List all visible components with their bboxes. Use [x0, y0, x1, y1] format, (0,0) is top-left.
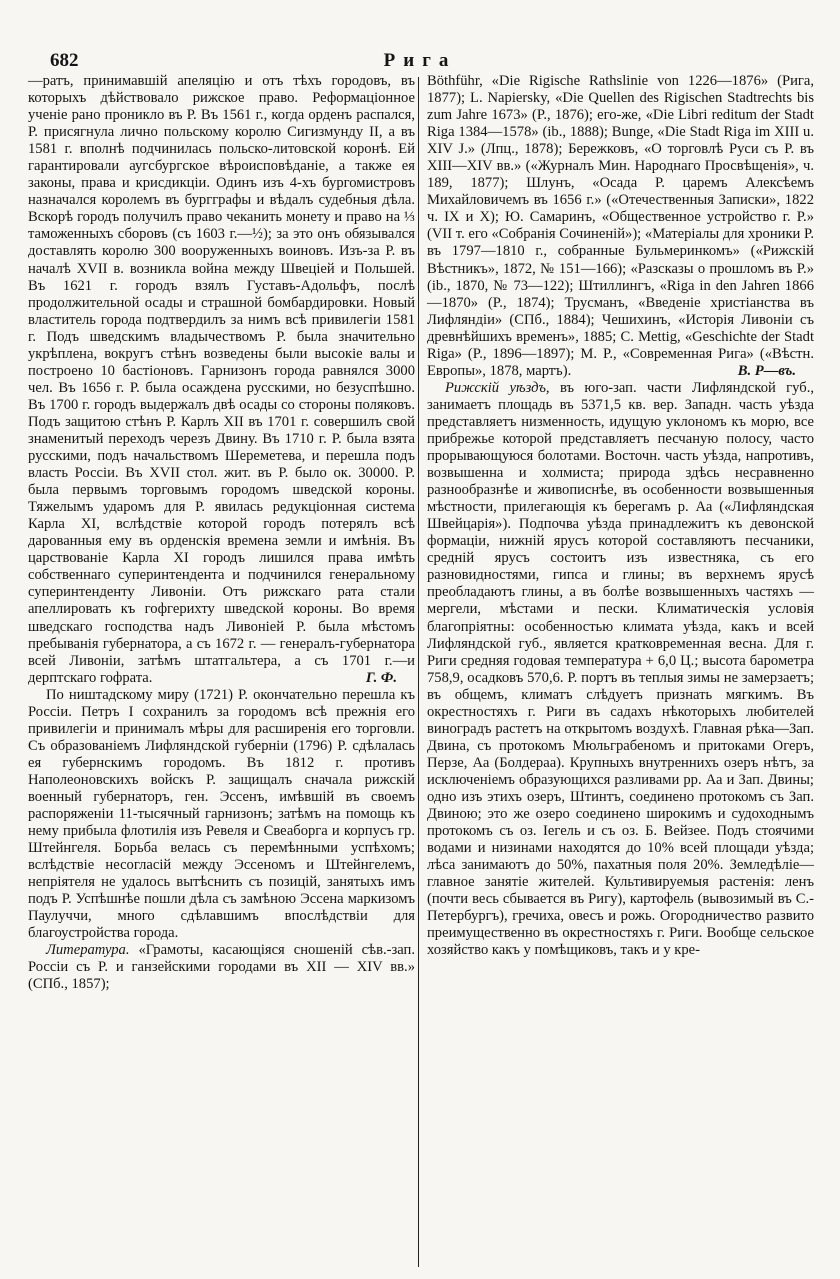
author-signature-2: В. Р—въ. [737, 362, 796, 379]
russian-period-paragraph: По ништадскому миру (1721) Р. окончательно перешла къ Россіи. Петръ I сохранилъ за городомъ всѣ прежнія его привилегіи и принималъ мѣры для расширенія его торговли. Съ образованіемъ Лифляндской губерніи (1796) Р. сдѣлалась ея губернскимъ городомъ. Въ 1812 г. противъ Наполеоновскихъ войскъ Р. защищалъ сначала рижскій военный губернаторъ, ген. Эссенъ, имѣвшій въ своемъ распоряженіи 11-тысячный гарнизонъ; затѣмъ на помощь къ нему прибыла флотилія изъ Ревеля и Свеаборга и корпусъ гр. Штейнгеля. Борьба велась съ перемѣнными успѣхомъ; вслѣдствіе несогласій между Эссеномъ и Штейнгелемъ, непріятеля не удалось вытѣснить съ позицій, занятыхъ имъ подъ Р. Успѣшнѣе пошли дѣла съ замѣною Эссена маркизомъ Паулуччи, много сдѣлавшимъ впослѣдствіи для благоустройства города. [28, 686, 415, 942]
left-column [28, 73, 415, 994]
uezd-label: Рижскій уѣздъ, [445, 379, 550, 396]
uezd-paragraph: Рижскій уѣздъ, въ юго-зап. части Лифляндской губ., занимаетъ площадь въ 5371,5 кв. вер. Западн. часть уѣзда представляетъ низменность, идущую уклономъ къ морю, все прибрежье которой представляетъ песчаную полосу, часто прорывающуюся болотами. Восточн. часть уѣзда, напротивъ, возвышенна и холмиста; природа здѣсь несравненно разнообразнѣе и живописнѣе, въ особенности возвышенныя мѣстности, прилегающія къ берегамъ р. Аа («Лифляндская Швейцарія»). Подпочва уѣзда принадлежитъ къ девонской формаціи, нижній ярусъ которой составляютъ песчаники, средній ярусъ состоитъ изъ известняка, съ его разновидностями, гипса и глины; въ верхнемъ ярусѣ преобладаютъ глины, а въ болѣе возвышенныхъ частяхъ —мергели, мѣстами и пески. Климатическія условія благопріятны: особенностью климата уѣзда, какъ и всей Лифляндской губ., является кратковременная весна. Для г. Риги средняя годовая температура + 6,0 Ц.; высота барометра 758,9, осадковъ 570,6. Р. портъ въ теплыя зимы не замерзаетъ; въ общемъ, климатъ слѣдуетъ признать мягкимъ. Въ окрестностяхъ г. Риги въ садахъ нѣкоторыхъ любителей виноградъ растетъ на открытомъ воздухѣ. Главная рѣка—Зап. Двина, съ протокомъ Мюльграбеномъ и притоками Огеръ, Перзе, Аа (Болдераа). Крупныхъ внутреннихъ озеръ нѣтъ, за исключеніемъ образующихся разливами рр. Аа и Зап. Двины; одно изъ этихъ озеръ, Штинтъ, соединено протокомъ съ Зап. Двиною; это же озеро соединено широкимъ и судоходнымъ протокомъ съ оз. Іегель и съ оз. Б. Вейзее. Подъ стоячими водами и низинами находятся до 10% всей площади уѣзда; лѣса занимаютъ до 50%, пахатныя поля 20%. Земледѣліе—главное занятіе жителей. Культивируемыя растенія: ленъ (почти весь сбывается въ Ригу), картофель (вывозимый въ С.-Петербургъ), гречиха, овесъ и рожь. Огородничество развито преимущественно въ окрестностяхъ г. Риги. Вообще сельское хозяйство какъ у помѣщиковъ, такъ и у кре- [427, 379, 814, 959]
literature-label: Литература. [46, 942, 130, 959]
bibliography-paragraph: Böthführ, «Die Rigische Rathslinie von 1226—1876» (Рига, 1877); L. Napiersky, «Die Quellen des Rigischen Stadtrechts bis zum Jahre 1673» (P., 1876); его-же, «Die Libri reditum der Stadt Riga 1384—1578» (ib., 1888); Bunge, «Die Stadt Riga im XIII u. XIV J.» (Лпц., 1878); Бережковъ, «О торговлѣ Руси съ Р. въ XIII—XIV вв.» («Журналъ Мин. Народнаго Просвѣщенія», ч. 189, 1877); Шлунъ, «Осада Р. царемъ Алексѣемъ Михайловичемъ въ 1656 г.» («Отечественныя Записки», 1822 ч. IX и X); Ю. Самаринъ, «Общественное устройство г. Р.» (VII т. его «Собранія Сочиненій»); «Матеріалы для хроники Р. въ 1797—1810 г., собранные Бульмеринкомъ» («Рижскій Вѣстникъ», 1872, № 151—166); «Разсказы о прошломъ въ Р.» (ib., 1870, № 73—122); Штиллингъ, «Riga in den Jahren 1866—1870» (P., 1874); Трусманъ, «Введеніе христіанства въ Лифляндіи» (СПб., 1884); Чешихинъ, «Исторія Ливоніи съ древнѣйшихъ временъ», 1885; C. Mettig, «Geschichte der Stadt Riga» (P., 1896—1897); М. Р., «Современная Рига» («Вѣстн. Европы», 1878, мартъ). В. Р—въ. [427, 73, 814, 379]
right-column [427, 73, 814, 994]
page-header [22, 34, 818, 71]
literature-paragraph: Литература. «Грамоты, касающіяся сношеній сѣв.-зап. Россіи съ Р. и ганзейскими городами въ XII — XIV вв.» (СПб., 1857); [28, 942, 415, 993]
running-title: Рига [383, 50, 457, 71]
text-columns [22, 73, 818, 994]
column-divider [418, 77, 419, 1267]
history-paragraph: —ратъ, принимавшій апеляцію и отъ тѣхъ городовъ, въ которыхъ дѣйствовало рижское право. Реформаціонное ученіе рано проникло въ Р. Въ 1561 г., когда орденъ распался, Р. присягнула лично польскому королю Сигизмунду II, а въ 1581 г. вполнѣ подчинилась польско-литовской коронѣ. Ей гарантировали аугсбургское вѣроисповѣданіе, а также ея законы, права и крисдикціи. Одинъ изъ 4-хъ бургомистровъ назначался королемъ въ бургграфы и вѣдалъ судебныя дѣла. Вскорѣ городъ получилъ право чеканить монету и право на ⅓ таможенныхъ сборовъ (съ 1603 г.—½); за это онъ обязывался доставлять королю 300 вооруженныхъ воиновъ. Изъ-за Р. въ началѣ XVII в. возникла война между Швеціей и Польшей. Въ 1621 г. городъ взялъ Густавъ-Адольфъ, послѣ продолжительной осады и страшной бомбардировки. Новый властитель города подтвердилъ за нимъ всѣ привилегіи 1581 г. Подъ шведскимъ владычествомъ Р. была значительно укрѣплена, вокругъ стѣнъ возведены были высокіе валы и построено 10 бастіоновъ. Гарнизонъ города равнялся 3000 чел. Въ 1656 г. Р. была осаждена русскими, но безуспѣшно. Въ 1700 г. городъ выдержалъ двѣ осады со стороны поляковъ. Подъ защитою стѣнъ Р. Карлъ XII въ 1701 г. совершилъ свой знаменитый переходъ черезъ Двину. Въ 1710 г. Р. была взята русскими, подъ начальствомъ Шереметева, и перешла подъ власть Россіи. Въ XVII стол. жит. въ Р. было ок. 30000. Р. была первымъ торговымъ городомъ шведской короны. Тяжелымъ ударомъ для Р. явилась редукціонная система Карла XI, вслѣдствіе которой городъ потерялъ всѣ дарованныя ему въ орденскія времена земли и имѣнія. Въ царствованіе Карла XI городъ лишился права имѣть собственнаго суперинтендента и подчинился генеральному суперинтенденту Ливоніи. Отъ рижскаго рата стали апеллировать къ гофгерихту шведской короны. Во время шведскаго господства надъ Ливоніей Р. была мѣстомъ пребыванія губернатора, а съ 1672 г. — генералъ-губернатора всей Ливоніи, затѣмъ штатгальтера, а съ 1701 г.—и дерптскаго гофрата. Г. Ф. [28, 73, 415, 686]
page-number: 682 [50, 50, 79, 71]
author-signature: Г. Ф. [365, 669, 397, 686]
